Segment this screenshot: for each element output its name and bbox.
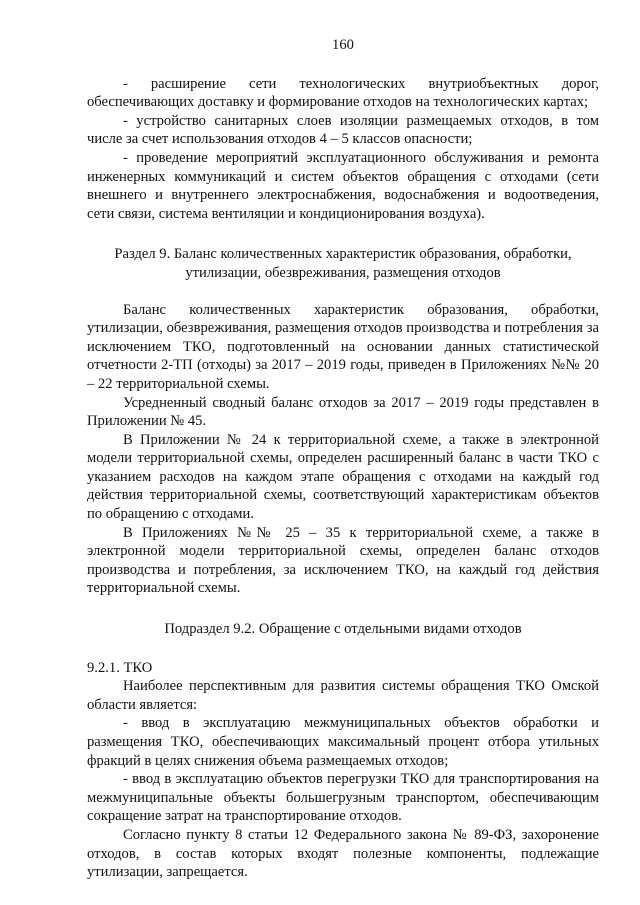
item-heading: 9.2.1. ТКО xyxy=(87,659,153,676)
body-paragraph: Баланс количественных характеристик образования, обработки, утилизации, обезвреживания, размещения отходов производства и потребления за исключением ТКО, подготовленный на основании данных статистической отчетности 2-ТП (отходы) за 2017 – 2019 годы, приведен в Приложениях №№ 20 – 22 территориальной схемы. xyxy=(87,301,599,392)
section-heading: Раздел 9. Баланс количественных характеристик образования, обработки, утилизации, обезвреживания, размещения отходов xyxy=(114,246,572,281)
body-paragraph: В Приложениях №№ 25 – 35 к территориальной схеме, а также в электронной модели территориальной схемы, определен баланс отходов производства и потребления, за исключением ТКО, на каждый год действия территориальной схемы. xyxy=(87,524,599,597)
subsection-heading: Подраздел 9.2. Обращение с отдельными видами отходов xyxy=(164,621,522,638)
bullet-paragraph: - проведение мероприятий эксплуатационного обслуживания и ремонта инженерных коммуникаций и систем объектов обращения с отходами (сети внешнего и внутреннего электроснабжения, водоснабжения и водоотведения, сети связи, система вентиляции и кондиционирования воздуха). xyxy=(87,149,599,222)
bullet-paragraph: - расширение сети технологических внутриобъектных дорог, обеспечивающих доставку и формирование отходов на технологических картах; xyxy=(87,75,599,111)
page-number: 160 xyxy=(332,37,354,53)
body-paragraph: Усредненный сводный баланс отходов за 2017 – 2019 годы представлен в Приложении № 45. xyxy=(87,394,599,430)
body-paragraph: Наиболее перспективным для развития системы обращения ТКО Омской области является: xyxy=(87,678,599,713)
bullet-paragraph: - устройство санитарных слоев изоляции размещаемых отходов, в том числе за счет использования отходов 4 – 5 классов опасности; xyxy=(87,112,599,148)
body-paragraph: Согласно пункту 8 статьи 12 Федерального закона № 89-ФЗ, захоронение отходов, в состав которых входят полезные компоненты, подлежащие утилизации, запрещается. xyxy=(87,826,599,881)
bullet-paragraph: - ввод в эксплуатацию объектов перегрузки ТКО для транспортирования на межмуниципальные объекты большегрузным транспортом, обеспечивающим сокращение затрат на транспортирование отходов. xyxy=(87,771,599,825)
bullet-paragraph: - ввод в эксплуатацию межмуниципальных объектов обработки и размещения ТКО, обеспечивающих максимальный процент отбора утильных фракций в целях снижения объема размещаемых отходов; xyxy=(87,715,599,769)
body-paragraph: В Приложении № 24 к территориальной схеме, а также в электронной модели территориальной схемы, определен расширенный баланс в части ТКО с указанием расходов на каждом этапе обращения с отходами на каждый год действия территориальной схемы, соответствующий характеристикам объектов по обращению с отходами. xyxy=(87,431,599,523)
